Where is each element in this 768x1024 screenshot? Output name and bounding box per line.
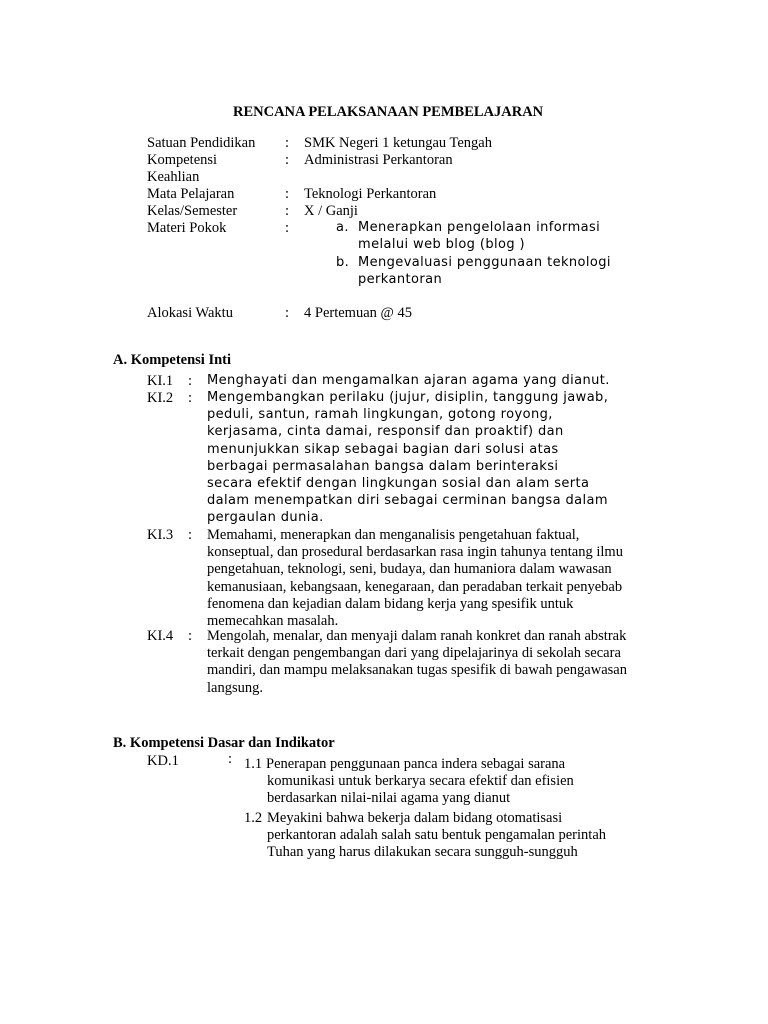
materi-b-line1: Mengevaluasi penggunaan teknologi (358, 255, 611, 270)
kompetensi-label-line2: Keahlian (147, 169, 200, 185)
ki3-line: kemanusiaan, kebangsaan, kenegaraan, dan peradaban terkait penyebab (207, 578, 623, 595)
ki2-code: KI.2 (147, 390, 174, 406)
ki2-line: dalam menempatkan diri sebagai cerminan bangsa dalam (207, 493, 608, 509)
ki2-line: menunjukkan sikap sebagai bagian dari solusi atas (207, 441, 559, 457)
materi-marker-a: a. (336, 220, 349, 235)
colon: : (228, 751, 233, 767)
ki3-code: KI.3 (147, 527, 174, 543)
colon: : (285, 186, 290, 202)
ki2-text (207, 389, 608, 527)
colon: : (285, 305, 290, 321)
colon: : (188, 373, 193, 389)
ki2-line: kerjasama, cinta damai, responsif dan proaktif) dan (207, 424, 564, 440)
kd-item-1-1 (267, 756, 574, 808)
ki4-line: langsung. (207, 679, 263, 696)
kd-item-1-2-line: Tuhan yang harus dilakukan secara sungguh-sungguh (267, 844, 578, 861)
mapel-value: Teknologi Perkantoran (304, 186, 437, 202)
ki2-line: berbagai permasalahan bangsa dalam berinteraksi (207, 458, 559, 474)
kd-item-1-2-line: perkantoran adalah salah satu bentuk pengamalan perintah (267, 827, 607, 844)
ki2-line: secara efektif dengan lingkungan sosial dan alam serta (207, 476, 590, 492)
colon: : (188, 390, 193, 406)
ki4-code: KI.4 (147, 628, 174, 644)
colon: : (188, 628, 193, 644)
materi-label: Materi Pokok (147, 220, 227, 236)
kd-item-number: 1.2 (244, 810, 263, 826)
ki2-line: pergaulan dunia. (207, 510, 324, 526)
ki4-line: Mengolah, menalar, dan menyaji dalam ranah konkret dan ranah abstrak (207, 628, 627, 644)
ki3-line: pengetahuan, teknologi, seni, budaya, dan humaniora dalam wawasan (207, 561, 612, 578)
ki3-text (207, 527, 623, 630)
ki3-line: fenomena dan kejadian dalam bidang kerja yang spesifik untuk (207, 595, 574, 612)
kd1-code: KD.1 (147, 753, 179, 769)
colon: : (188, 527, 193, 543)
ki4-text (207, 628, 627, 697)
colon: : (285, 135, 290, 151)
kelas-value: X / Ganji (304, 203, 358, 219)
kd-item-1-2 (267, 810, 606, 862)
section-b-heading: B. Kompetensi Dasar dan Indikator (113, 735, 335, 751)
mapel-label: Mata Pelajaran (147, 186, 235, 202)
ki3-line: memecahkan masalah. (207, 613, 339, 630)
ki4-line: mandiri, dan mampu melaksanakan tugas spesifik di bawah pengawasan (207, 662, 627, 679)
kompetensi-label-line1: Kompetensi (147, 152, 218, 168)
ki4-line: terkait dengan pengembangan dari yang dipelajarinya di sekolah secara (207, 645, 621, 662)
kd-item-1-2-line: Meyakini bahwa bekerja dalam bidang otomatisasi (267, 810, 563, 826)
materi-marker-b: b. (336, 255, 350, 270)
colon: : (285, 152, 290, 168)
kd-item-1-1-line: berdasarkan nilai-nilai agama yang dianut (267, 790, 511, 807)
ki1-code: KI.1 (147, 373, 174, 389)
ki2-line: peduli, santun, ramah lingkungan, gotong royong, (207, 407, 553, 423)
ki1-line: Menghayati dan mengamalkan ajaran agama yang dianut. (207, 373, 610, 388)
colon: : (285, 220, 290, 236)
kd-item-1-1-line: komunikasi untuk berkarya secara efektif dan efisien (267, 773, 574, 790)
ki3-line: konseptual, dan prosedural berdasarkan rasa ingin tahunya tentang ilmu (207, 544, 623, 561)
satuan-value: SMK Negeri 1 ketungau Tengah (304, 135, 492, 151)
kompetensi-value: Administrasi Perkantoran (304, 152, 453, 168)
materi-b-line2: perkantoran (358, 272, 443, 287)
page-title: RENCANA PELAKSANAAN PEMBELAJARAN (233, 104, 544, 120)
alokasi-label: Alokasi Waktu (147, 305, 233, 321)
materi-a-line2: melalui web blog (blog ) (358, 237, 525, 252)
colon: : (285, 203, 290, 219)
ki2-line: Mengembangkan perilaku (jujur, disiplin, tanggung jawab, (207, 390, 609, 405)
kd-item-1-1-line: Penerapan penggunaan panca indera sebagai sarana (266, 756, 566, 772)
satuan-label: Satuan Pendidikan (147, 135, 256, 151)
kelas-label: Kelas/Semester (147, 203, 238, 219)
section-a-heading: A. Kompetensi Inti (113, 352, 232, 368)
materi-a-line1: Menerapkan pengelolaan informasi (358, 220, 601, 235)
alokasi-value: 4 Pertemuan @ 45 (304, 305, 412, 321)
ki3-line: Memahami, menerapkan dan menganalisis pengetahuan faktual, (207, 527, 580, 543)
kd-item-number: 1.1 (244, 756, 263, 772)
ki1-text (207, 372, 610, 389)
